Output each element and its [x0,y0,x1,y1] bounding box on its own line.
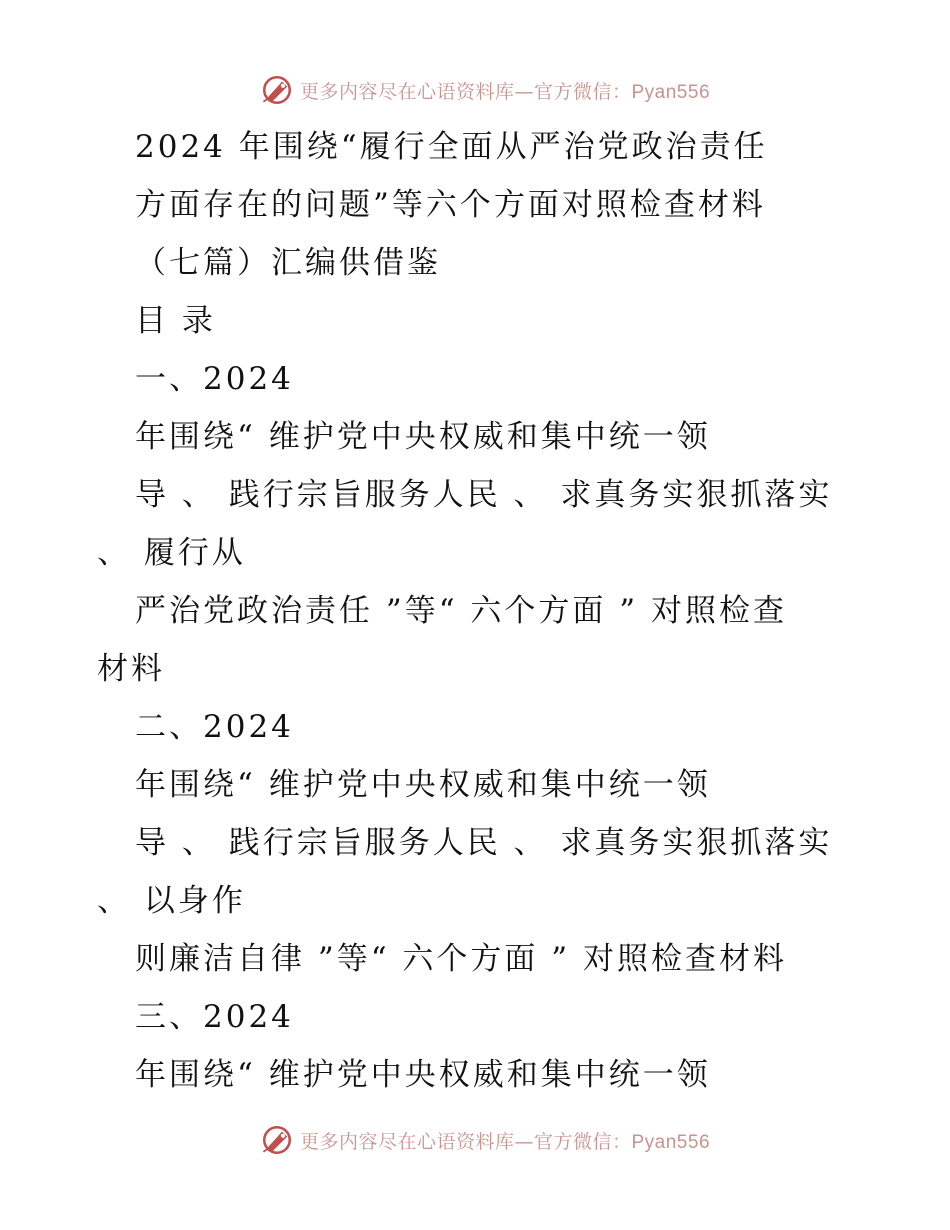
watermark-text: 更多内容尽在心语资料库—官方微信：Pyan556 [299,80,711,103]
toc-item-1-line-1: 年围绕“ 维护党中央权威和集中统一领 [135,419,711,455]
toc-item-2-line-4: 则廉洁自律 ”等“ 六个方面 ” 对照检查材料 [135,941,787,977]
watermark-group [260,73,710,107]
title-line-3: （七篇）汇编供借鉴 [135,245,441,281]
toc-item-1-line-5: 材料 [97,651,165,687]
toc-item-1-line-4: 严治党政治责任 ”等“ 六个方面 ” 对照检查 [135,593,787,629]
pen-nib-logo-icon [260,1123,294,1157]
toc-item-2-number: 二、2024 [135,709,294,745]
toc-item-3-line-1: 年围绕“ 维护党中央权威和集中统一领 [135,1057,711,1093]
footer-watermark [0,1120,950,1160]
toc-item-3-number: 三、2024 [135,999,294,1035]
watermark-account: Pyan556 [631,1131,711,1153]
toc-item-1-line-2: 导 、 践行宗旨服务人民 、 求真务实狠抓落实 [135,477,833,513]
toc-item-1-line-3: 、 履行从 [97,535,246,571]
toc-item-2-line-3: 、 以身作 [97,883,246,919]
toc-heading: 目 录 [135,303,216,339]
pen-nib-logo-icon [260,73,294,107]
title-line-1: 2024 年围绕“履行全面从严治党政治责任 [135,129,768,165]
toc-item-2-line-1: 年围绕“ 维护党中央权威和集中统一领 [135,767,711,803]
title-line-2: 方面存在的问题”等六个方面对照检查材料 [135,187,766,223]
toc-item-2-line-2: 导 、 践行宗旨服务人民 、 求真务实狠抓落实 [135,825,833,861]
toc-item-1-number: 一、2024 [135,361,294,397]
watermark-account: Pyan556 [631,81,711,103]
watermark-text: 更多内容尽在心语资料库—官方微信：Pyan556 [299,1130,711,1153]
watermark-group [260,1123,710,1157]
header-watermark [0,70,950,110]
